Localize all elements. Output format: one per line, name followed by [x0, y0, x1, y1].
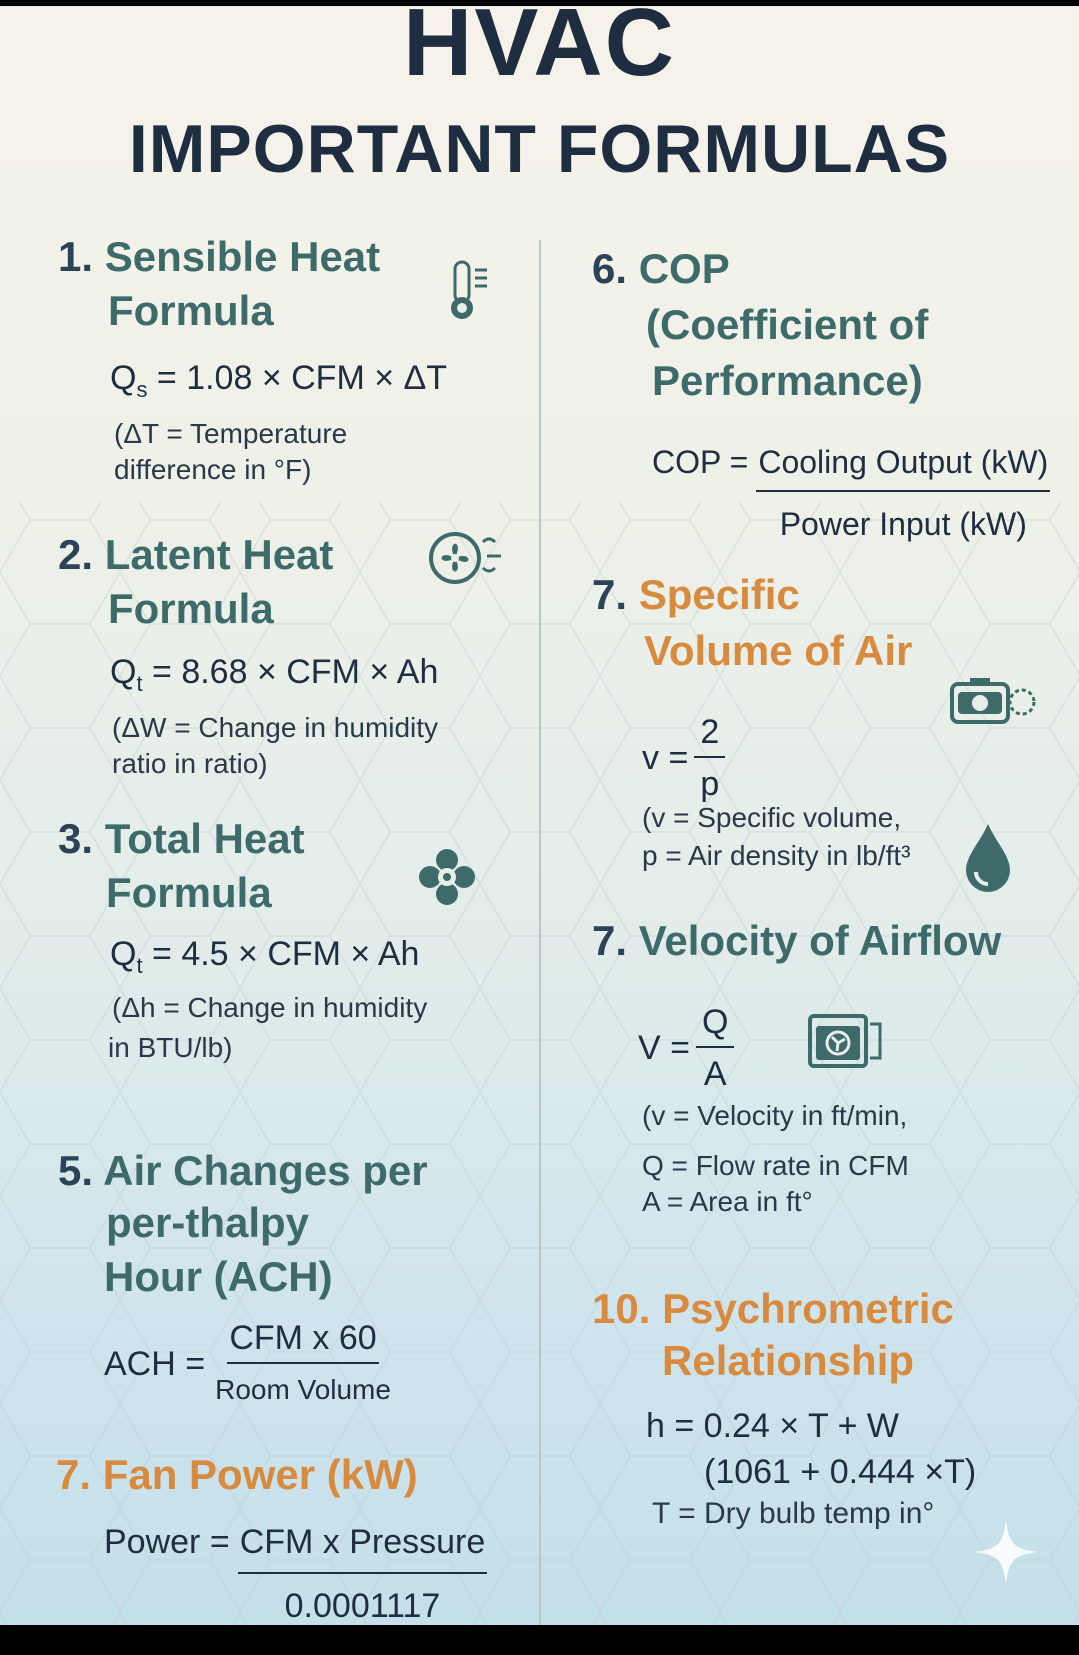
section-10-formula-3: T = Dry bulb temp in°	[652, 1497, 935, 1530]
section-velocity-formula	[638, 1002, 734, 1094]
section-velocity-note-3: A = Area in ft°	[642, 1186, 813, 1217]
section-number: 7.	[592, 917, 628, 964]
section-number: 6.	[592, 245, 628, 292]
section-6-title-line3: Performance)	[652, 357, 923, 404]
section-10-formula-1: h = 0.24 × T + W	[646, 1407, 899, 1445]
section-5-title	[58, 1144, 428, 1198]
formula-lhs: COP =	[652, 444, 749, 480]
column-divider	[539, 240, 541, 1625]
formula-fraction	[696, 1002, 734, 1094]
formula-expression: = 1.08 × CFM × ΔT	[147, 359, 447, 397]
fraction-denominator: p	[700, 765, 720, 803]
section-title-line: Specific	[638, 571, 800, 618]
section-number: 10.	[592, 1285, 651, 1332]
section-5-formula	[104, 1318, 391, 1410]
section-title-line: Sensible Heat	[104, 233, 381, 280]
section-number: 3.	[58, 815, 94, 862]
thermometer-icon	[445, 258, 493, 322]
formula-subscript: s	[136, 376, 148, 402]
section-specific-volume-formula	[642, 712, 725, 804]
section-title-line: Total Heat	[104, 815, 305, 862]
formula-expression: = 4.5 × CFM × Ah	[142, 935, 420, 973]
section-2-note-1: (ΔW = Change in humidity	[112, 712, 439, 743]
section-title-line: Fan Power (kW)	[102, 1451, 418, 1498]
section-1-formula	[110, 358, 447, 410]
bottom-bar	[0, 1625, 1079, 1655]
section-1-title-line2: Formula	[108, 287, 274, 334]
formula-fraction	[694, 712, 725, 804]
section-2-note-2: ratio in ratio)	[112, 748, 268, 779]
air-handler-icon	[806, 1010, 888, 1072]
section-3-note-2: in BTU/lb)	[108, 1032, 233, 1063]
fraction-numerator: 2	[694, 712, 725, 758]
formula-symbol: Q	[110, 359, 137, 397]
formula-fraction	[238, 1522, 488, 1626]
section-specific-volume-title-line2: Volume of Air	[644, 627, 913, 674]
section-10-formula-2: (1061 + 0.444 ×T)	[704, 1453, 977, 1491]
section-number: 5.	[58, 1147, 94, 1194]
section-3-note-1: (Δh = Change in humidity	[112, 992, 428, 1023]
sparkle-icon	[972, 1518, 1040, 1586]
section-title-line: Latent Heat	[104, 531, 334, 578]
section-specific-volume-note-2: p = Air density in lb/ft³	[642, 840, 911, 871]
section-2-formula	[110, 652, 438, 704]
section-2-title	[58, 528, 333, 582]
section-6-formula	[652, 442, 1050, 544]
formula-fraction	[215, 1318, 391, 1410]
section-1-note-2: difference in °F)	[114, 454, 312, 485]
fraction-numerator: CFM x Pressure	[238, 1522, 488, 1574]
formula-subscript: t	[136, 670, 143, 696]
meter-icon	[948, 676, 1038, 728]
formula-lhs: v =	[642, 739, 689, 777]
section-6-title-line2: (Coefficient of	[646, 301, 929, 348]
section-3-formula	[110, 934, 419, 986]
formula-expression: = 8.68 × CFM × Ah	[142, 653, 439, 691]
fraction-denominator: Room Volume	[215, 1374, 391, 1405]
section-number: 7.	[592, 571, 628, 618]
page-title: HVAC	[403, 0, 676, 96]
page-subtitle: IMPORTANT FORMULAS	[128, 111, 951, 187]
section-5-title-line3: Hour (ACH)	[104, 1253, 333, 1300]
fraction-numerator: CFM x 60	[227, 1318, 378, 1364]
fraction-denominator: Power Input (kW)	[779, 506, 1027, 542]
section-number: 1.	[58, 233, 94, 280]
section-velocity-note-1: (v = Velocity in ft/min,	[642, 1100, 908, 1131]
section-specific-volume-title	[592, 568, 800, 622]
formula-lhs: ACH =	[104, 1345, 206, 1383]
section-5-title-line2: per‑thalpy	[106, 1199, 310, 1246]
formula-fraction	[756, 442, 1050, 544]
fan-icon	[425, 528, 507, 588]
formula-symbol: Q	[110, 935, 137, 973]
section-title-line: Psychrometric	[662, 1285, 954, 1332]
section-velocity-title	[592, 914, 1001, 968]
section-title-line: Velocity of Airflow	[638, 917, 1002, 964]
section-6-title	[592, 242, 730, 296]
water-drop-icon	[960, 820, 1016, 896]
section-title-line: Air Changes per	[103, 1147, 428, 1194]
formula-lhs: Power =	[104, 1523, 230, 1561]
formula-subscript: t	[136, 952, 143, 978]
formula-symbol: Q	[110, 653, 137, 691]
section-10-title-line2: Relationship	[662, 1337, 915, 1384]
section-velocity-note-2: Q = Flow rate in CFM	[642, 1150, 909, 1181]
section-1-title	[58, 230, 380, 284]
fraction-denominator: 0.0001117	[284, 1587, 441, 1625]
section-fan-power-formula	[104, 1522, 487, 1626]
section-10-title	[592, 1282, 954, 1336]
section-2-title-line2: Formula	[108, 585, 274, 632]
section-title-line: COP	[638, 245, 730, 292]
fraction-numerator: Q	[696, 1002, 734, 1048]
flower-icon	[418, 846, 476, 908]
fraction-denominator: A	[703, 1055, 727, 1093]
section-3-title-line2: Formula	[106, 869, 272, 916]
section-fan-power-title	[56, 1448, 418, 1502]
section-1-note-1: (ΔT = Temperature	[114, 418, 348, 449]
section-3-title	[58, 812, 305, 866]
formula-lhs: V =	[638, 1029, 690, 1067]
fraction-numerator: Cooling Output (kW)	[756, 442, 1050, 492]
section-number: 2.	[58, 531, 94, 578]
section-specific-volume-note-1: (v = Specific volume,	[642, 802, 902, 833]
section-number: 7.	[56, 1451, 92, 1498]
